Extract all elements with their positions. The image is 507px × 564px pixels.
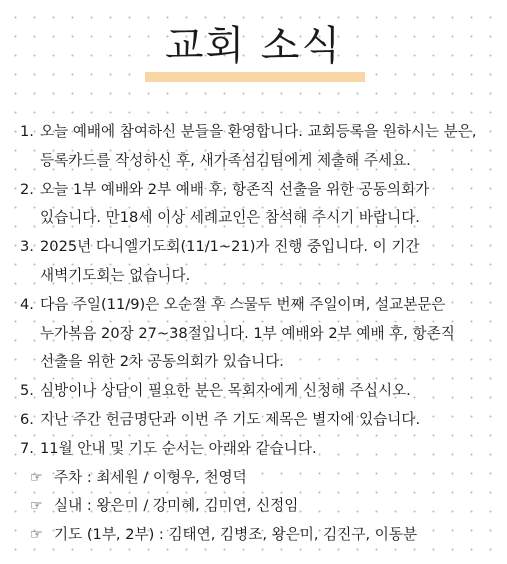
item-number: 4. bbox=[20, 295, 34, 313]
item-number: 5. bbox=[20, 382, 34, 400]
item-number: 7. bbox=[20, 439, 34, 457]
news-item-3 bbox=[20, 233, 492, 291]
item-text: 지난 주간 헌금명단과 이번 주 기도 제목은 별지에 있습니다. bbox=[40, 410, 421, 428]
news-item-4 bbox=[20, 291, 492, 377]
news-item-6 bbox=[20, 406, 492, 435]
item-number: 2. bbox=[20, 180, 34, 198]
item-text: 11월 안내 및 기도 순서는 아래와 같습니다. bbox=[40, 439, 317, 457]
news-item-7 bbox=[20, 435, 492, 464]
news-item-5 bbox=[20, 377, 492, 406]
item-number: 6. bbox=[20, 410, 34, 428]
pointing-hand-icon: ☞ bbox=[30, 469, 43, 486]
sub-item-text: 주차 : 최세원 / 이형우, 천영덕 bbox=[54, 468, 247, 486]
pointing-hand-icon: ☞ bbox=[30, 498, 43, 515]
item-text: 심방이나 상담이 필요한 분은 목회자에게 신청해 주십시오. bbox=[40, 382, 411, 400]
item-number: 3. bbox=[20, 238, 34, 256]
item-text: 2025년 다니엘기도회(11/1~21)가 진행 중입니다. 이 기간 새벽기도회는 없습니다. bbox=[40, 238, 420, 284]
news-item-1 bbox=[20, 118, 492, 176]
title-wrap bbox=[0, 18, 507, 74]
sub-item-prayer bbox=[20, 521, 492, 550]
news-list bbox=[20, 118, 492, 550]
sub-item-text: 기도 (1부, 2부) : 김태연, 김병조, 왕은미, 김진구, 이동분 bbox=[54, 526, 418, 544]
item-text: 오늘 예배에 참여하신 분들을 환영합니다. 교회등록을 원하시는 분은, 등록카드를 작성하신 후, 새가족섬김팀에게 제출해 주세요. bbox=[40, 123, 477, 169]
page-title: 교회 소식 bbox=[164, 23, 343, 69]
sub-item-parking bbox=[20, 464, 492, 493]
news-item-2 bbox=[20, 176, 492, 234]
pointing-hand-icon: ☞ bbox=[30, 527, 43, 544]
item-number: 1. bbox=[20, 123, 34, 140]
item-text: 오늘 1부 예배와 2부 예배 후, 항존직 선출을 위한 공동의회가 있습니다. 만18세 이상 세례교인은 참석해 주시기 바랍니다. bbox=[40, 180, 430, 227]
sub-item-text: 실내 : 왕은미 / 강미혜, 김미연, 신정임 bbox=[54, 497, 299, 515]
item-text: 다음 주일(11/9)은 오순절 후 스물두 번째 주일이며, 설교본문은 누가복음 20장 27~38절입니다. 1부 예배와 2부 예배 후, 항존직 선출을 위한 2차 공동의회가 있습니다. bbox=[40, 295, 455, 371]
sub-item-indoor bbox=[20, 492, 492, 521]
